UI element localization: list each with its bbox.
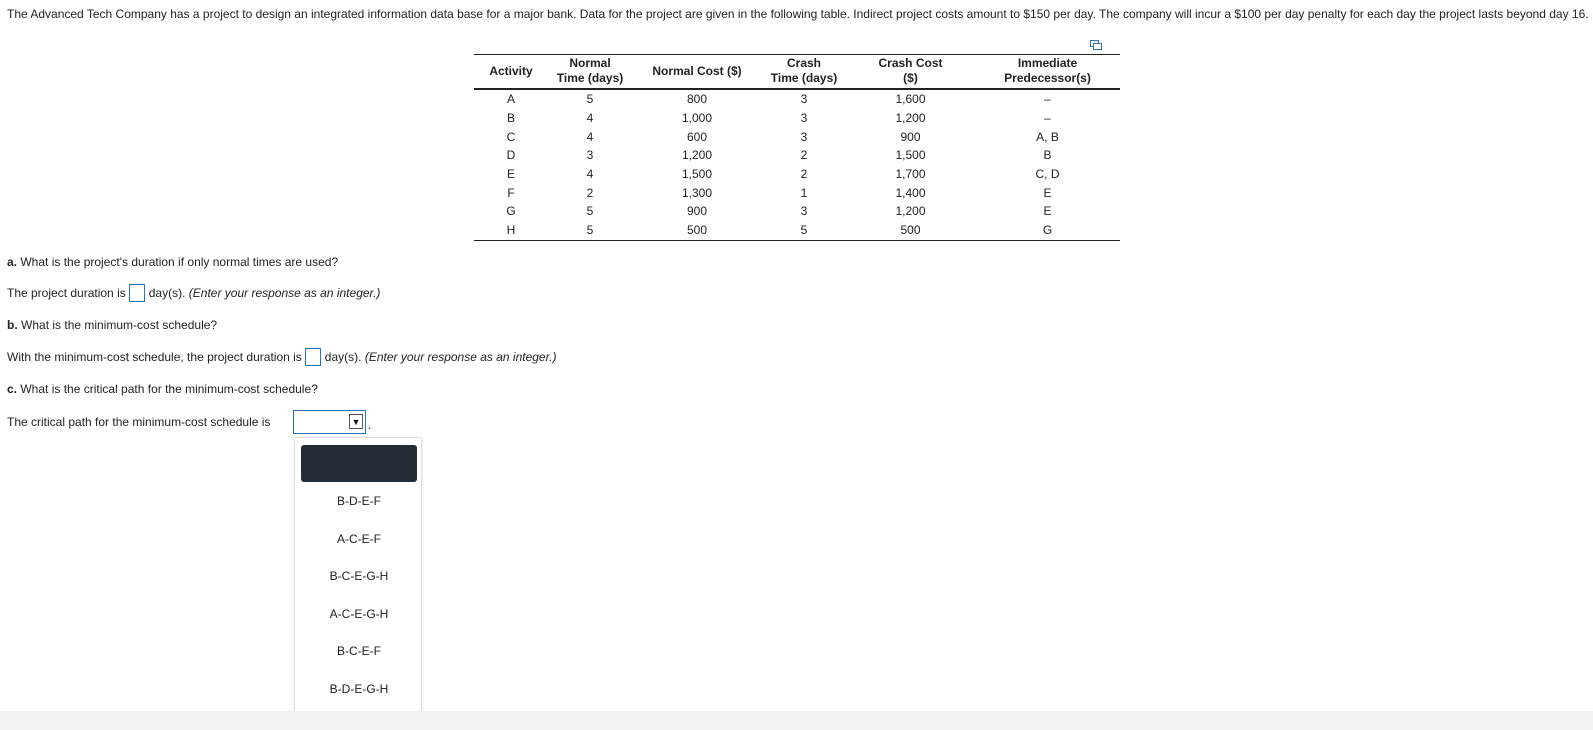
header-normal-time-line1: Normal [569, 56, 611, 70]
question-b [7, 318, 217, 332]
cell-normal-cost: 1,200 [681, 148, 713, 163]
cell-activity: C [506, 129, 516, 144]
header-normal-time-line2: Time (days) [556, 71, 624, 85]
dropdown-option[interactable]: B-C-E-G-H [329, 569, 389, 583]
answer-a-suffix: day(s). [148, 286, 186, 301]
cell-predecessors: G [975, 221, 1120, 240]
cell-crash-time: 3 [800, 129, 808, 144]
question-c-label: c. [7, 382, 18, 396]
project-data-table [474, 54, 1120, 241]
header-predecessors: Immediate Predecessor(s) [975, 55, 1120, 90]
cell-normal-cost: 1,000 [681, 111, 713, 126]
table-row [474, 146, 1120, 165]
answer-a-prefix: The project duration is [7, 286, 126, 301]
cell-crash-time: 3 [800, 92, 808, 107]
cell-predecessors: B [1043, 148, 1052, 163]
question-c-text: What is the critical path for the minimum-cost schedule? [20, 382, 318, 396]
cell-predecessors: C, D [1035, 167, 1060, 182]
duration-normal-input[interactable] [129, 284, 145, 302]
answer-b-suffix: day(s). [324, 350, 362, 365]
header-crash-cost-line1: Crash Cost [878, 56, 943, 70]
critical-path-select[interactable] [293, 410, 366, 434]
cell-activity: H [474, 221, 548, 240]
table-row [474, 89, 1120, 109]
cell-predecessors: – [1044, 92, 1051, 107]
bottom-scrollbar-area [0, 711, 1593, 730]
duration-min-cost-input[interactable] [305, 348, 321, 366]
question-b-text: What is the minimum-cost schedule? [21, 318, 218, 332]
cell-predecessors: E [1043, 204, 1052, 219]
cell-normal-cost: 1,300 [681, 185, 713, 200]
header-crash-time-line2: Time (days) [770, 71, 838, 85]
cell-activity: E [506, 167, 515, 182]
answer-b-hint: (Enter your response as an integer.) [364, 350, 557, 365]
cell-activity: D [506, 148, 516, 163]
dropdown-option-blank-selected[interactable] [301, 445, 417, 482]
cell-normal-time: 4 [586, 111, 594, 126]
question-a-label: a. [7, 255, 18, 269]
cell-crash-time: 3 [800, 111, 808, 126]
cell-crash-cost: 1,400 [895, 185, 926, 200]
answer-a-hint: (Enter your response as an integer.) [188, 286, 381, 301]
cell-activity: A [506, 92, 515, 107]
question-a [7, 255, 338, 269]
table-row [474, 221, 1120, 240]
table-row [474, 202, 1120, 221]
cell-activity: F [507, 185, 515, 200]
cell-normal-time: 5 [548, 221, 632, 240]
cell-activity: B [506, 111, 515, 126]
table-row [474, 183, 1120, 202]
header-normal-time [548, 55, 632, 90]
cell-crash-cost: 900 [900, 129, 921, 144]
question-c [7, 382, 318, 396]
table-row [474, 109, 1120, 128]
dropdown-option[interactable]: A-C-E-G-H [329, 607, 389, 621]
dropdown-arrow-icon[interactable]: ▼ [349, 414, 363, 429]
header-crash-cost-line2: ($) [903, 71, 918, 85]
question-a-text: What is the project's duration if only normal times are used? [20, 255, 339, 269]
dropdown-option[interactable]: B-C-E-F [337, 644, 381, 658]
critical-path-dropdown-menu [294, 437, 422, 713]
cell-normal-cost: 600 [686, 129, 708, 144]
cell-crash-cost: 1,200 [895, 111, 926, 126]
header-crash-time [762, 55, 846, 90]
cell-normal-cost: 900 [686, 204, 708, 219]
cell-predecessors: – [1044, 111, 1051, 126]
cell-crash-cost: 1,200 [895, 204, 926, 219]
cell-crash-cost: 1,700 [895, 167, 926, 182]
copy-table-icon[interactable] [1090, 40, 1102, 50]
cell-crash-cost: 500 [846, 221, 975, 240]
answer-c-period: . [368, 418, 372, 432]
cell-crash-cost: 1,500 [895, 148, 926, 163]
cell-normal-time: 2 [586, 185, 594, 200]
cell-normal-time: 3 [586, 148, 594, 163]
cell-predecessors: E [1043, 185, 1052, 200]
header-crash-time-line1: Crash [786, 56, 821, 70]
cell-crash-cost: 1,600 [895, 92, 926, 107]
dropdown-option[interactable]: B-D-E-F [337, 494, 381, 508]
cell-crash-time: 1 [800, 185, 808, 200]
header-activity: Activity [474, 55, 548, 90]
answer-c-prefix: The critical path for the minimum-cost schedule is [7, 415, 271, 429]
header-normal-cost: Normal Cost ($) [632, 55, 762, 90]
table-row [474, 127, 1120, 146]
dropdown-option[interactable]: B-D-E-G-H [329, 682, 389, 696]
answer-a-line [7, 285, 380, 303]
cell-normal-cost: 500 [632, 221, 762, 240]
cell-crash-time: 2 [800, 148, 808, 163]
cell-normal-time: 5 [586, 92, 594, 107]
cell-normal-time: 4 [586, 129, 594, 144]
answer-b-line [7, 349, 556, 367]
cell-normal-cost: 1,500 [681, 167, 713, 182]
cell-crash-time: 2 [800, 167, 808, 182]
answer-b-prefix: With the minimum-cost schedule, the project duration is [7, 350, 302, 365]
question-b-label: b. [7, 318, 18, 332]
cell-normal-cost: 800 [686, 92, 708, 107]
cell-normal-time: 4 [586, 167, 594, 182]
problem-intro: The Advanced Tech Company has a project to design an integrated information data base for a major bank. Data for the project are given in the following table. Indirect project costs amount to $150 per day. The company will incur a $100 per day penalty for each day the project lasts beyond day 16. [7, 7, 1589, 21]
cell-crash-time: 3 [800, 204, 808, 219]
cell-crash-time: 5 [762, 221, 846, 240]
cell-normal-time: 5 [586, 204, 594, 219]
dropdown-option[interactable]: A-C-E-F [337, 532, 381, 546]
cell-predecessors: A, B [1036, 129, 1059, 144]
cell-activity: G [506, 204, 516, 219]
header-crash-cost [846, 55, 975, 90]
table-row [474, 165, 1120, 184]
